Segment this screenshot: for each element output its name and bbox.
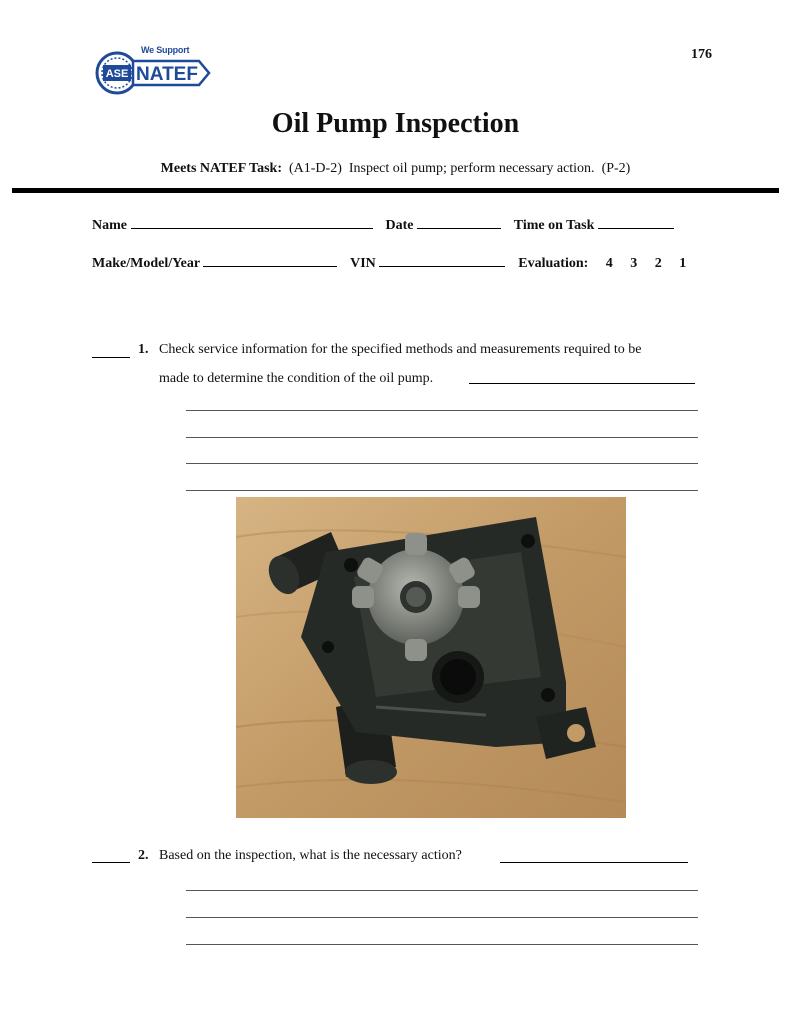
task-label: Meets NATEF Task: bbox=[160, 161, 282, 176]
vin-field[interactable] bbox=[379, 254, 505, 267]
question-2-text: Based on the inspection, what is the necessary action? bbox=[159, 848, 462, 863]
question-1-text-continued: made to determine the condition of the oil pump. bbox=[159, 371, 434, 386]
task-code: (A1-D-2) bbox=[288, 161, 342, 176]
evaluation-scores bbox=[592, 256, 687, 271]
vin-label: VIN bbox=[350, 256, 376, 271]
question-1-text: Check service information for the specified methods and measurements required to be bbox=[159, 342, 642, 357]
header-divider bbox=[12, 188, 779, 193]
logo-main-text: NATEF bbox=[136, 64, 198, 85]
logo-top-text: We Support bbox=[141, 45, 190, 55]
oil-pump-icon bbox=[236, 497, 626, 818]
question-2-answer-line[interactable] bbox=[186, 944, 698, 945]
question-1-answer-line[interactable] bbox=[186, 437, 698, 438]
question-1-number: 1. bbox=[138, 342, 149, 357]
page-title: Oil Pump Inspection bbox=[271, 108, 520, 139]
make-model-year-label: Make/Model/Year bbox=[92, 256, 200, 271]
evaluation-score-2[interactable]: 2 bbox=[654, 256, 662, 271]
oil-pump-photo bbox=[236, 497, 626, 818]
natef-logo bbox=[95, 44, 213, 102]
name-label: Name bbox=[92, 218, 127, 233]
question-1-answer-line[interactable] bbox=[186, 463, 698, 464]
name-row bbox=[92, 216, 674, 234]
question-2-answer-line[interactable] bbox=[186, 917, 698, 918]
time-on-task-label: Time on Task bbox=[513, 218, 595, 233]
evaluation-score-4[interactable]: 4 bbox=[605, 256, 613, 271]
question-2-check-blank[interactable] bbox=[92, 861, 130, 863]
time-on-task-field[interactable] bbox=[598, 216, 674, 229]
task-description: Inspect oil pump; perform necessary action. bbox=[348, 161, 595, 176]
evaluation-score-1[interactable]: 1 bbox=[679, 256, 687, 271]
question-2-number: 2. bbox=[138, 848, 149, 863]
question-1-inline-answer-line[interactable] bbox=[469, 383, 695, 384]
logo-badge-text: ASE bbox=[105, 68, 129, 80]
question-2-inline-answer-line[interactable] bbox=[500, 862, 688, 863]
question-1-answer-line[interactable] bbox=[186, 410, 698, 411]
date-field[interactable] bbox=[417, 216, 501, 229]
make-model-year-field[interactable] bbox=[203, 254, 337, 267]
page-number: 176 bbox=[691, 47, 712, 62]
date-label: Date bbox=[385, 218, 414, 233]
evaluation-score-3[interactable]: 3 bbox=[630, 256, 638, 271]
evaluation-label: Evaluation: bbox=[518, 256, 589, 271]
task-line bbox=[0, 161, 791, 177]
question-2-answer-line[interactable] bbox=[186, 890, 698, 891]
question-1-check-blank[interactable] bbox=[92, 356, 130, 358]
task-priority: (P-2) bbox=[601, 161, 631, 176]
vehicle-row bbox=[92, 254, 686, 272]
name-field[interactable] bbox=[131, 216, 373, 229]
question-1-answer-line[interactable] bbox=[186, 490, 698, 491]
